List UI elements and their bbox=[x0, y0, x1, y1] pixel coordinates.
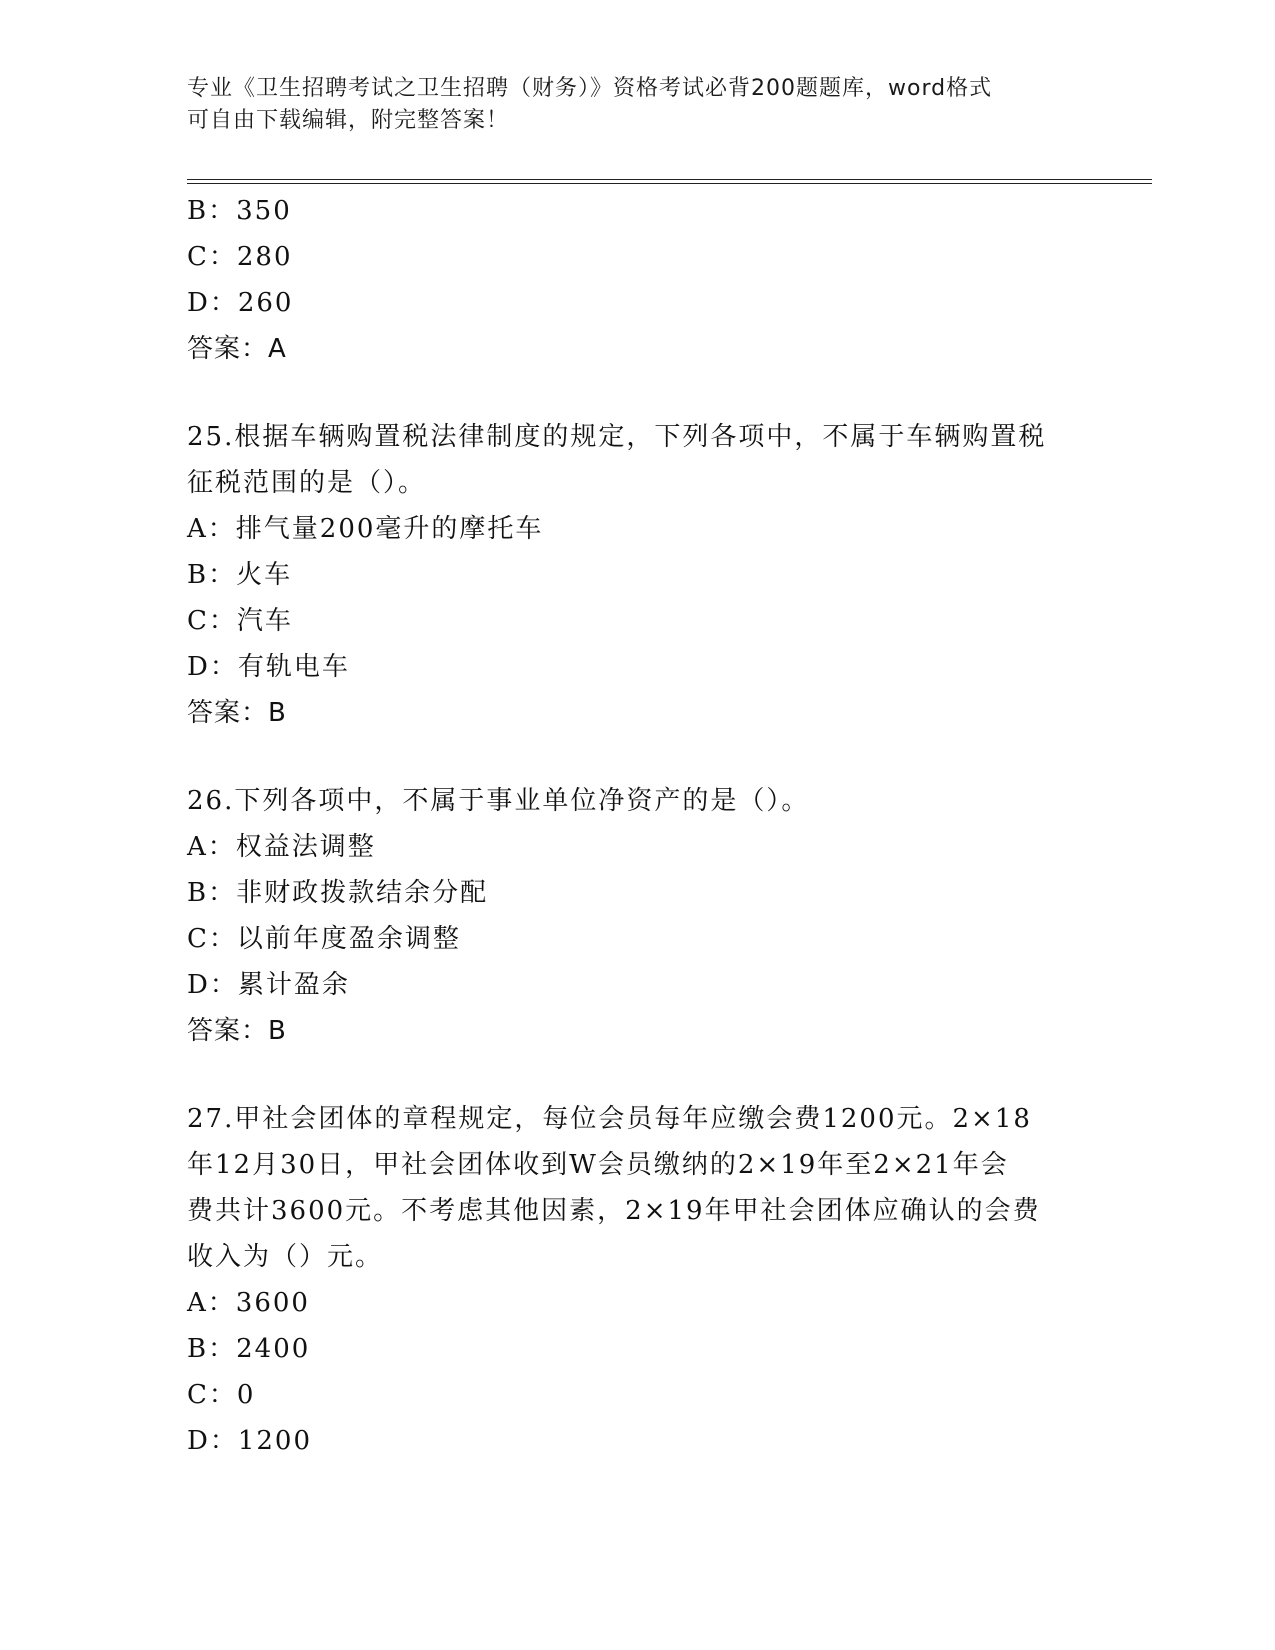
question-stem-line: 26.下列各项中，不属于事业单位净资产的是（）。 bbox=[187, 786, 810, 816]
option-c: C：280 bbox=[187, 242, 293, 272]
answer-line: 答案：B bbox=[187, 1016, 287, 1046]
option-b: B：350 bbox=[187, 196, 292, 226]
question-24-tail bbox=[187, 188, 1087, 372]
header-line-1: 专业《卫生招聘考试之卫生招聘（财务）》资格考试必背200题题库，word格式 bbox=[187, 76, 993, 101]
question-body bbox=[187, 188, 1087, 1464]
question-stem-line: 27.甲社会团体的章程规定，每位会员每年应缴会费1200元。2×18 bbox=[187, 1104, 1032, 1134]
option-b: B：火车 bbox=[187, 560, 293, 590]
option-a: A：排气量200毫升的摩托车 bbox=[187, 514, 544, 544]
option-c: C：0 bbox=[187, 1380, 256, 1410]
option-d: D：累计盈余 bbox=[187, 970, 350, 1000]
header-divider-bottom bbox=[187, 183, 1152, 184]
question-26 bbox=[187, 778, 1087, 1054]
spacer bbox=[187, 1054, 1087, 1096]
option-a: A：权益法调整 bbox=[187, 832, 376, 862]
header-line-2: 可自由下载编辑，附完整答案！ bbox=[187, 108, 510, 133]
page-header bbox=[187, 73, 1067, 137]
option-c: C：汽车 bbox=[187, 606, 293, 636]
option-c: C：以前年度盈余调整 bbox=[187, 924, 461, 954]
option-b: B：非财政拨款结余分配 bbox=[187, 878, 489, 908]
question-stem-line: 25.根据车辆购置税法律制度的规定，下列各项中，不属于车辆购置税 bbox=[187, 422, 1047, 452]
spacer bbox=[187, 372, 1087, 414]
option-d: D：260 bbox=[187, 288, 294, 318]
header-divider-top bbox=[187, 179, 1152, 180]
answer-line: 答案：B bbox=[187, 698, 287, 728]
option-a: A：3600 bbox=[187, 1288, 310, 1318]
question-25 bbox=[187, 414, 1087, 736]
question-stem-line: 征税范围的是（）。 bbox=[187, 468, 427, 498]
answer-line: 答案：A bbox=[187, 334, 287, 364]
spacer bbox=[187, 736, 1087, 778]
question-stem-line: 费共计3600元。不考虑其他因素，2×19年甲社会团体应确认的会费 bbox=[187, 1196, 1041, 1226]
option-b: B：2400 bbox=[187, 1334, 311, 1364]
option-d: D：有轨电车 bbox=[187, 652, 350, 682]
question-27 bbox=[187, 1096, 1087, 1464]
question-stem-line: 收入为（）元。 bbox=[187, 1242, 384, 1272]
option-d: D：1200 bbox=[187, 1426, 313, 1456]
question-stem-line: 年12月30日，甲社会团体收到W会员缴纳的2×19年至2×21年会 bbox=[187, 1150, 1009, 1180]
